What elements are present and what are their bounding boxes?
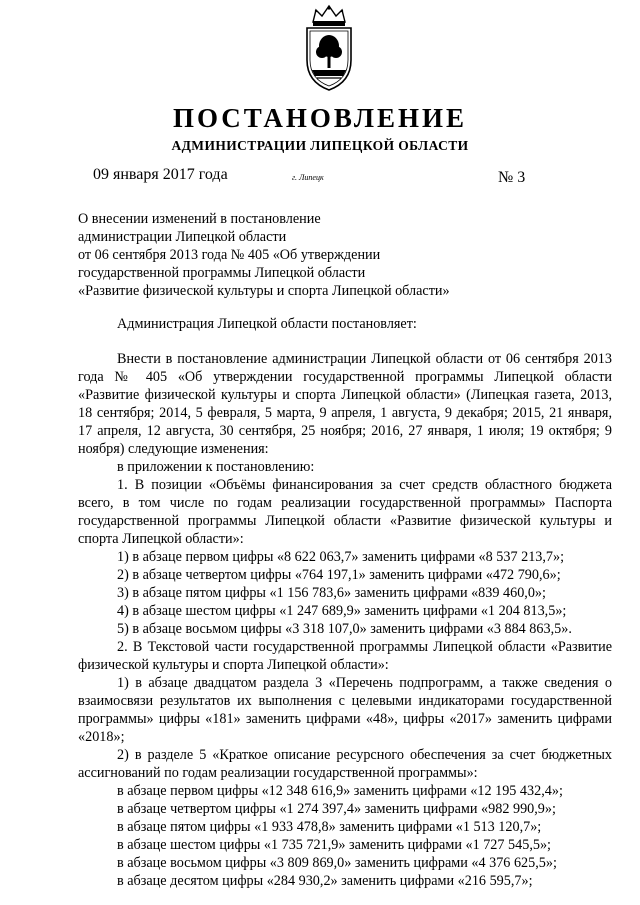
subject-line: государственной программы Липецкой области	[78, 265, 366, 281]
body-paragraph: в приложении к постановлению:	[117, 459, 315, 475]
document-city: г. Липецк	[292, 173, 324, 182]
subject-line: администрации Липецкой области	[78, 229, 287, 245]
subject-line: О внесении изменений в постановление	[78, 211, 321, 227]
body-list-item: в абзаце шестом цифры «1 735 721,9» заменить цифрами «1 727 545,5»;	[117, 837, 551, 853]
body-paragraph: 1) в абзаце двадцатом раздела 3 «Перечень подпрограмм, а также сведения о взаимосвязи результатов их выполнения с целевыми индикаторами государственной программы» цифры «181» заменить цифрами «48», цифры «2017» заменить цифрами «2018»;	[78, 675, 612, 745]
document-body	[78, 350, 612, 890]
body-list-item: 3) в абзаце пятом цифры «1 156 783,6» заменить цифрами «839 460,0»;	[117, 585, 546, 601]
body-list-item: 1) в абзаце первом цифры «8 622 063,7» заменить цифрами «8 537 213,7»;	[117, 549, 565, 565]
body-list-item: 2) в абзаце четвертом цифры «764 197,1» заменить цифрами «472 790,6»;	[117, 567, 561, 583]
body-list-item: в абзаце пятом цифры «1 933 478,8» заменить цифрами «1 513 120,7»;	[117, 819, 542, 835]
body-list-item: 5) в абзаце восьмом цифры «3 318 107,0» заменить цифрами «3 884 863,5».	[117, 621, 572, 637]
body-paragraph: 1. В позиции «Объёмы финансирования за счет средств областного бюджета всего, в том числе по годам реализации государственной программы» Паспорта государственной программы Липецкой области «Развитие физической культуры и спорта Липецкой области»:	[78, 477, 612, 547]
body-paragraph: Внести в постановление администрации Липецкой области от 06 сентября 2013 года № 405 «Об утверждении государственной программы Липецкой области «Развитие физической культуры и спорта Липецкой области» (Липецкая газета, 2013, 18 сентября; 2014, 5 февраля, 5 марта, 9 апреля, 1 августа, 9 декабря; 2015, 21 января, 17 апреля, 12 августа, 30 сентября, 25 ноября; 2016, 27 января, 1 июля; 19 октября; 9 ноября) следующие изменения:	[78, 351, 612, 457]
document-date: 09 января 2017 года	[93, 166, 228, 183]
body-list-item: в абзаце десятом цифры «284 930,2» заменить цифрами «216 595,7»;	[117, 873, 533, 889]
subject-line: от 06 сентября 2013 года № 405 «Об утверждении	[78, 247, 381, 263]
body-paragraph: 2) в разделе 5 «Краткое описание ресурсного обеспечения за счет бюджетных ассигнований по годам реализации государственной программы»:	[78, 747, 612, 781]
coat-of-arms-icon	[299, 2, 359, 92]
body-list-item: в абзаце восьмом цифры «3 809 869,0» заменить цифрами «4 376 625,5»;	[117, 855, 557, 871]
body-list-item: в абзаце первом цифры «12 348 616,9» заменить цифрами «12 195 432,4»;	[117, 783, 563, 799]
document-title: ПОСТАНОВЛЕНИЕ	[172, 103, 468, 133]
issuing-organization: АДМИНИСТРАЦИИ ЛИПЕЦКОЙ ОБЛАСТИ	[171, 138, 469, 153]
subject-line: «Развитие физической культуры и спорта Липецкой области»	[78, 283, 450, 299]
body-paragraph: 2. В Текстовой части государственной программы Липецкой области «Развитие физической культуры и спорта Липецкой области»:	[78, 639, 612, 673]
body-list-item: 4) в абзаце шестом цифры «1 247 689,9» заменить цифрами «1 204 813,5»;	[117, 603, 567, 619]
document-number: № 3	[498, 169, 526, 186]
document-subject	[78, 210, 450, 300]
body-list-item: в абзаце четвертом цифры «1 274 397,4» заменить цифрами «982 990,9»;	[117, 801, 556, 817]
resolution-intro: Администрация Липецкой области постановляет:	[117, 316, 417, 332]
